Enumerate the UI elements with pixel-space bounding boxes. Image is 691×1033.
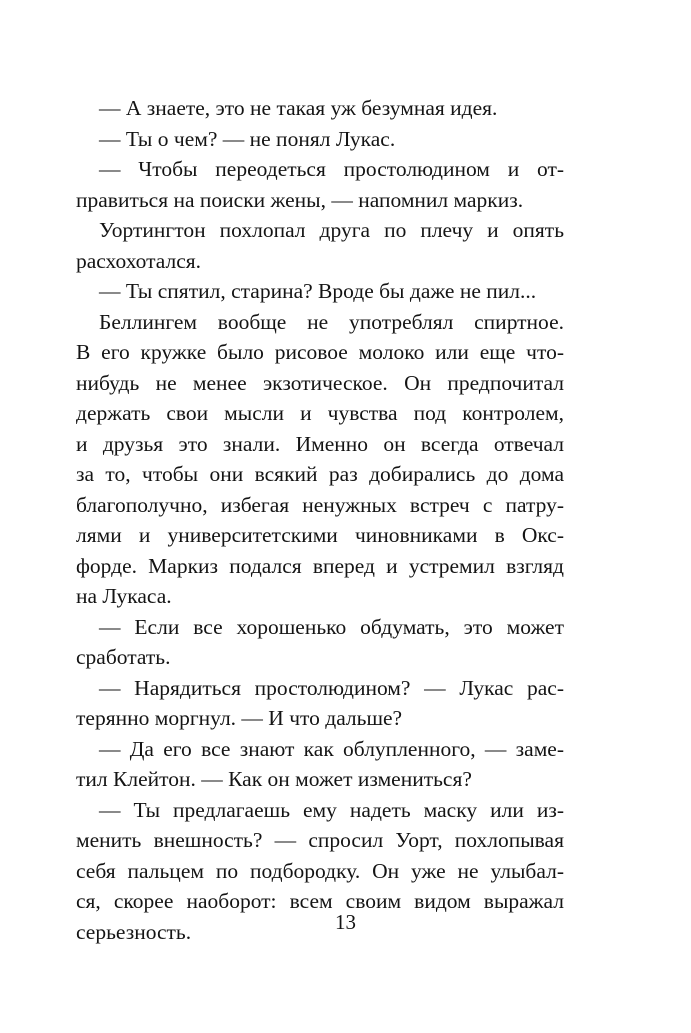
- text-line: держать свои мысли и чувства под контролем,: [76, 401, 564, 425]
- text-line: Уортингтон похлопал друга по плечу и опять: [99, 218, 564, 242]
- text-line: — Ты спятил, старина? Вроде бы даже не пил...: [99, 279, 537, 303]
- text-line: благополучно, избегая ненужных встреч с патру-: [76, 492, 564, 517]
- text-line: лями и университетскими чиновниками в Окс-: [76, 523, 564, 547]
- text-line: В его кружке было рисовое молоко или еще что-: [76, 340, 564, 364]
- text-line: за то, чтобы они всякий раз добирались до дома: [76, 462, 564, 486]
- text-line: — Чтобы переодеться простолюдином и от-: [99, 157, 564, 181]
- text-line: нибудь не менее экзотическое. Он предпочитал: [76, 370, 564, 395]
- text-line: — Если все хорошенько обдумать, это может: [99, 614, 564, 639]
- text-line: терянно моргнул. — И что дальше?: [76, 706, 403, 730]
- page-number: 13: [335, 910, 356, 934]
- text-line: расхохотался.: [76, 248, 202, 273]
- text-line: — Да его все знают как облупленного, — заме-: [99, 736, 564, 761]
- text-line: сработать.: [76, 645, 171, 669]
- text-line: — А знаете, это не такая уж безумная идея.: [99, 96, 498, 120]
- text-line: менить внешность? — спросил Уорт, похлопывая: [76, 828, 564, 852]
- text-line: — Ты предлагаешь ему надеть маску или из-: [99, 797, 564, 822]
- text-line: — Ты о чем? — не понял Лукас.: [99, 126, 396, 151]
- text-line: Беллингем вообще не употреблял спиртное.: [99, 309, 564, 334]
- text-line: серьезность.: [76, 919, 192, 944]
- text-line: ся, скорее наоборот: всем своим видом выражал: [76, 889, 564, 913]
- text-line: форде. Маркиз подался вперед и устремил взгляд: [76, 553, 564, 578]
- text-line: тил Клейтон. — Как он может измениться?: [76, 767, 472, 791]
- text-line: правиться на поиски жены, — напомнил маркиз.: [76, 187, 524, 212]
- text-line: и друзья это знали. Именно он всегда отвечал: [76, 431, 564, 456]
- text-line: — Нарядиться простолюдином? — Лукас рас-: [99, 675, 564, 700]
- text-line: себя пальцем по подбородку. Он уже не улыбал-: [76, 858, 564, 883]
- text-line: на Лукаса.: [76, 584, 172, 608]
- page-text-block: [76, 93, 564, 947]
